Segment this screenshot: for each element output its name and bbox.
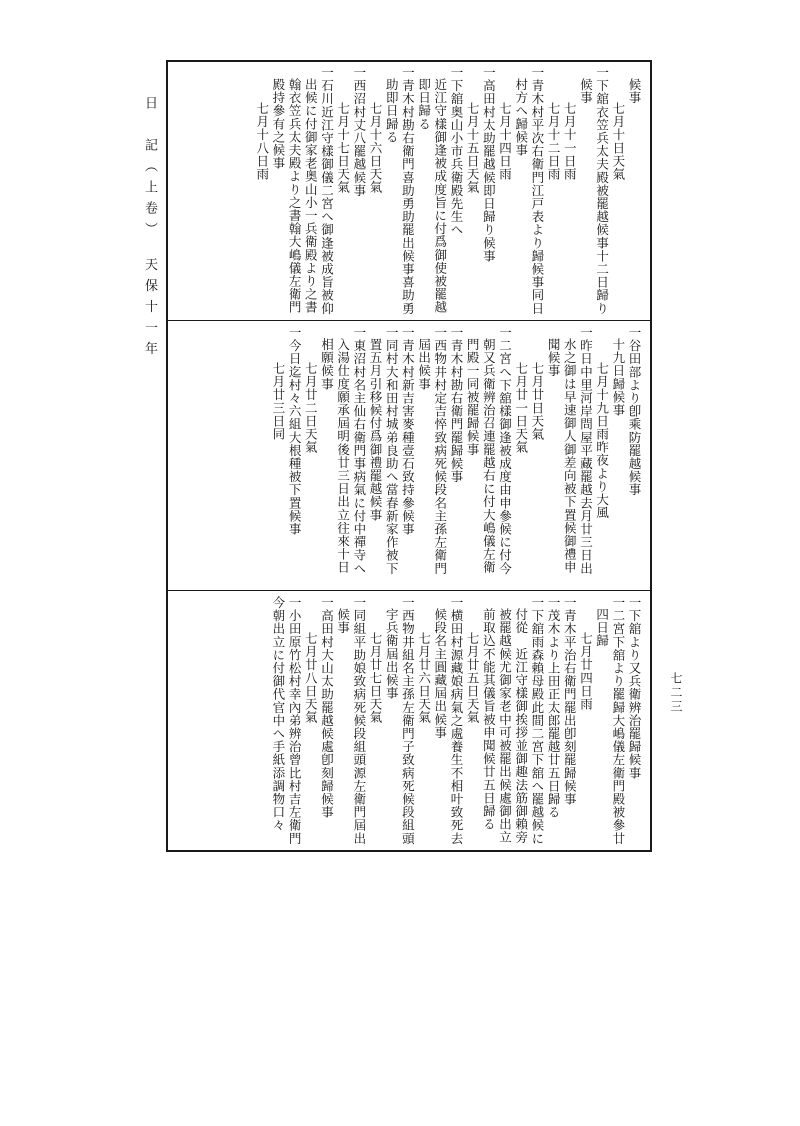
text-column: 一西物井組名主孫左衛門子致病死候段組頭 (400, 596, 416, 845)
text-column: 一石川近江守樣御儀二宮へ御逢被成旨被仰 (319, 66, 335, 315)
text-column: 一西物井村定吉悴致病死候段名主孫左衛門 (432, 326, 448, 575)
text-column: 助即日歸る (384, 78, 400, 144)
band-divider-2 (168, 590, 650, 591)
text-column: 一東沼村名主仙右衛門事病氣に付中禪寺へ (351, 326, 367, 575)
running-header: 日 記（上卷） 天保十一年 (142, 96, 157, 363)
text-column: 七月廿六日天氣 (416, 632, 432, 724)
text-column: 翰衣笠兵太夫殿より之書翰大嶋儀左衛門 (287, 78, 303, 314)
text-column: 候事 (335, 608, 351, 635)
text-column: 四日歸 (594, 608, 610, 648)
text-column: 一下舘より又兵衛辨治罷歸候事 (627, 596, 642, 780)
text-column: 候事 (578, 78, 594, 105)
text-column: 聞候事 (546, 338, 562, 378)
text-column: 屆出候事 (416, 338, 432, 391)
band-divider-1 (168, 320, 650, 321)
text-column: 七月廿七日天氣 (368, 632, 383, 724)
text-column: 前取込不能其儀旨被申聞候廿五日歸る (481, 608, 497, 831)
bottom-band (168, 592, 650, 850)
text-column: 十九日歸候事 (610, 338, 626, 417)
top-band (168, 62, 650, 320)
text-column: 一二宮下舘より罷歸大嶋儀左衛門殿被參廿 (610, 596, 626, 845)
text-column: 一下舘雨森賴母殿此間二宮下舘へ罷越候に (529, 596, 545, 845)
text-column: 水之御は早速御人御差向被下置候御禮申 (562, 338, 578, 574)
text-column: 一青木村平次右衛門江戸表より歸候事同日 (529, 66, 545, 315)
text-column: 即日歸る (416, 78, 432, 131)
text-column: 被罷越候尤御家老中可被罷出候處御出立 (497, 608, 513, 844)
text-column: 一青木村新吉害麥種壹石致持參候事 (400, 326, 416, 536)
text-column: 一高田村太助罷越候即日歸り候事 (481, 66, 497, 263)
text-column: 村方へ歸候事 (513, 78, 529, 157)
text-column: 一小田原竹松村幸內弟辨治曾比村吉左衛門 (287, 596, 303, 845)
text-column: 一高田村大山太助罷越候處卽刻歸候事 (319, 596, 335, 819)
text-column: 一昨日中里河岸問屋平藏罷越去月廿三日出 (578, 326, 594, 575)
text-column: 一青木村勘右衛門罷歸候事 (448, 326, 464, 484)
text-column: 七月廿四日雨 (578, 632, 594, 711)
text-column: 七月十四日雨 (497, 102, 513, 181)
middle-band (168, 322, 650, 590)
text-column: 七月十七日天氣 (335, 102, 351, 194)
text-column: 七月廿三日同 (270, 362, 286, 441)
text-column: 一下舘奥山小市兵衛殿先生へ (448, 66, 464, 237)
text-column: 一青木村勘右衛門喜助勇助罷出候事喜助勇 (400, 66, 416, 315)
text-column: 門殿一同被罷歸候事 (465, 338, 481, 456)
text-frame (166, 60, 652, 852)
text-column: 相願候事 (319, 338, 335, 391)
text-column: 宇兵衛屆出候事 (384, 608, 400, 700)
text-column: 入湯仕度願承屆明後廿三日出立往來十日 (335, 338, 351, 574)
text-column: 朝又兵衛辨治召連罷越右に付大嶋儀左衛 (481, 338, 497, 574)
text-column: 一横田村源藏娘病氣之處養生不相叶致死去 (448, 596, 464, 845)
text-column: 一西沼村丈八罷越候事 (351, 66, 367, 197)
text-column: 一同村大和田村城弟良助へ當春新家作被下 (384, 326, 400, 575)
text-column: 七月十六日天氣 (368, 102, 383, 194)
text-column: 七月十八日雨 (254, 102, 270, 181)
text-column: 七月十二日雨 (546, 102, 562, 181)
text-column: 一下舘衣笠兵太夫殿被罷越候事十二日歸り (594, 66, 610, 315)
text-column: 出候に付御家老奥山小一兵衛殿より之書 (303, 78, 319, 314)
text-column: 七月廿八日天氣 (303, 632, 319, 724)
text-column: 七月十九日雨昨夜より大風 (594, 362, 610, 520)
text-column: 殿持參有之候事 (270, 78, 286, 170)
text-column: 候段名主圓藏屆出候事 (432, 608, 448, 739)
text-column: 候事 (627, 78, 642, 105)
text-column: 一二宮へ下舘樣御逢被成度由申參候に付今 (497, 326, 513, 575)
text-column: 付從 近江守樣御挨拶並御趣法筋御賴旁 (513, 608, 529, 844)
text-column: 近江守樣御逢被成度旨に付爲御使被罷越 (432, 78, 448, 314)
text-column: 七月廿日天氣 (529, 362, 545, 441)
text-column: 一茂木より上田正太郎罷越廿五日歸る (546, 596, 562, 819)
text-column: 置五月引移候付爲御禮罷越候事 (368, 338, 383, 522)
text-column: 一青木平治右衛門罷出卽刻罷歸候事 (562, 596, 578, 806)
text-column: 七月十一日雨 (562, 102, 578, 181)
text-column: 一今日迄村々六組大根種被下置候事 (287, 326, 303, 536)
text-column: 七月廿一日天氣 (513, 362, 529, 454)
page-number: 七二三 (669, 672, 683, 714)
text-column: 一谷田部より卽乘防罷越候事 (627, 326, 642, 497)
text-column: 一同組平助娘致病死候段組頭源左衛門屆出 (351, 596, 367, 845)
text-column: 今朝出立に付御代官中へ手紙添調物口々 (270, 596, 286, 832)
text-column: 七月十五日天氣 (465, 102, 481, 194)
text-column: 七月廿五日天氣 (465, 632, 481, 724)
text-column: 七月廿二日天氣 (303, 362, 319, 454)
text-column: 七月十日天氣 (610, 102, 626, 181)
